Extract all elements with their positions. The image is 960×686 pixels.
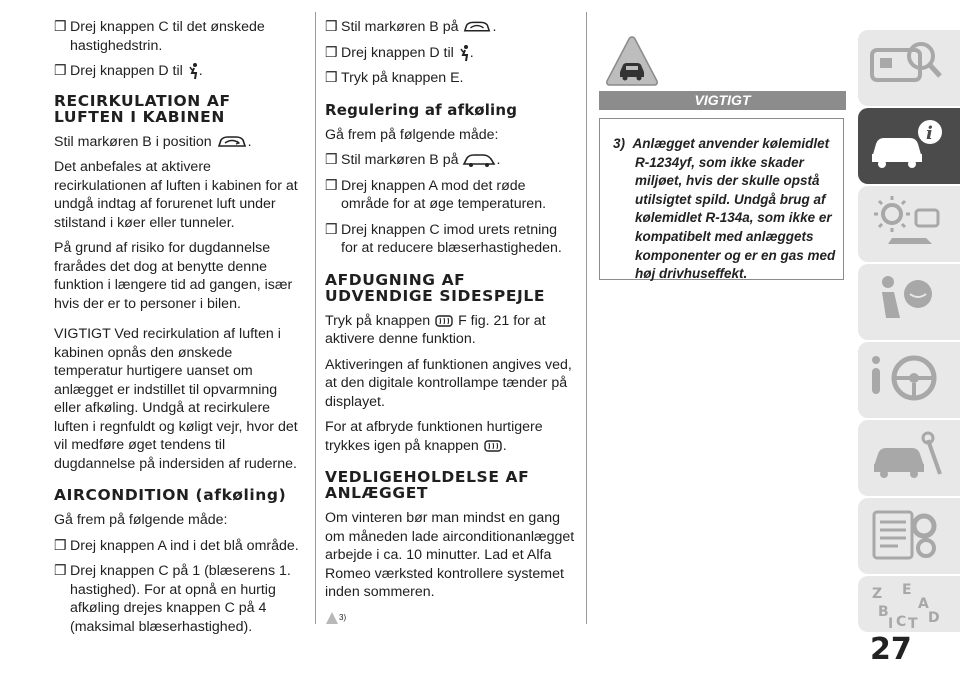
svg-text:A: A <box>918 596 929 612</box>
outside-air-car-icon <box>462 152 496 168</box>
column-divider <box>315 12 316 624</box>
warning-car-icon <box>604 34 660 88</box>
list-item: ❒ Drej knappen C til det ønskede hastighedstrin. <box>54 19 265 54</box>
bullet-box-icon: ❒ <box>54 563 67 579</box>
car-breakdown-icon <box>866 426 946 488</box>
maintenance-tools-icon <box>866 504 946 566</box>
dashboard-search-icon <box>866 36 946 98</box>
svg-text:B: B <box>878 604 889 620</box>
svg-text:T: T <box>908 616 918 630</box>
section-heading: AFDUGNING AF UDVENDIGE SIDESPEJLE <box>325 270 546 305</box>
svg-text:D: D <box>928 610 940 626</box>
tab-car-info[interactable] <box>858 108 960 184</box>
bullet-box-icon: ❒ <box>325 19 338 35</box>
svg-text:i: i <box>926 123 933 144</box>
fan-person-icon <box>187 62 199 80</box>
paragraph: Gå frem på følgende måde: <box>325 126 499 143</box>
paragraph: På grund af risiko for dugdannelse frarådes det dog at benytte denne funktion i længere tid ad gangen, især hvis der er to personer i bilen. <box>54 240 293 312</box>
page-number: 27 <box>870 632 912 667</box>
column-divider <box>586 12 587 624</box>
bullet-box-icon: ❒ <box>54 19 67 35</box>
paragraph: For at afbryde funktionen hurtigere trykkes igen på knappen . <box>325 419 543 454</box>
paragraph: Tryk på knappen F fig. 21 for at aktivere denne funktion. <box>325 312 546 347</box>
steering-wheel-icon <box>866 348 946 410</box>
section-heading: Regulering af afkøling <box>325 100 518 119</box>
bullet-box-icon: ❒ <box>54 63 67 79</box>
mirror-defrost-icon <box>483 438 503 454</box>
list-item: ❒ Stil markøren B på . <box>325 152 501 168</box>
list-item: ❒ Drej knappen A ind i det blå område. <box>54 537 299 554</box>
bullet-box-icon: ❒ <box>325 177 338 194</box>
text-column-1 <box>54 18 304 643</box>
bullet-box-icon: ❒ <box>325 221 338 238</box>
svg-text:I: I <box>888 616 894 630</box>
text-column-2 <box>325 18 577 634</box>
bullet-box-icon: ❒ <box>325 44 338 61</box>
mirror-defrost-icon <box>434 313 454 329</box>
tab-driving[interactable] <box>858 342 960 418</box>
warning-car-small-icon <box>325 611 339 625</box>
list-item: ❒ Drej knappen C på 1 (blæserens 1. hastighed). For at opnå en hurtig afkøling drejes knappen C på 4 (maksimal blæserhastighed). <box>54 563 291 635</box>
list-item: ❒ Stil markøren B på . <box>325 19 497 35</box>
warning-text: 3) Anlægget anvender kølemidlet R-1234yf, som ikke skader miljøet, hvis der skulle opstå utilsigtet spild. Undgå brug af kølemidlet R-134a, som ikke er kompatibelt med anlæggets komponenter og er en gas med høj drivhuseffekt. <box>613 136 836 282</box>
section-heading: AIRCONDITION (afkøling) <box>54 486 287 504</box>
paragraph: Om vinteren bør man mindst en gang om måneden lade airconditionanlægget arbejde i ca. 10 minutter. Lad et Alfa Romeo værksted kontrollere systemet inden sommeren. <box>325 510 575 600</box>
section-heading: VEDLIGEHOLDELSE AF ANLÆGGET <box>325 468 530 502</box>
svg-text:C: C <box>896 614 907 630</box>
tab-lights[interactable] <box>858 186 960 262</box>
tab-maintenance[interactable] <box>858 498 960 574</box>
tab-index[interactable] <box>858 576 960 632</box>
paragraph: VIGTIGT Ved recirkulation af luften i kabinen opnås den ønskede temperatur hurtigere uanset om anlægget er indstillet til opvarmning eller afkøling. Undgå at recirkulere luften i regnfuldt og køligt vejr, hvor det vil medføre øget tendens til dugdannelse på indersiden af ruderne. <box>54 326 298 472</box>
footnote-reference: 3) <box>325 609 577 628</box>
tab-safety[interactable] <box>858 264 960 340</box>
paragraph: Aktiveringen af funktionen angives ved, at den digitale kontrollampe tænder på displayet. <box>325 356 572 410</box>
bullet-box-icon: ❒ <box>325 152 338 168</box>
warning-title-bar: VIGTIGT <box>599 91 846 110</box>
airbag-safety-icon <box>866 270 946 332</box>
lights-icon <box>866 192 946 254</box>
fan-person-icon <box>458 44 470 62</box>
paragraph: Gå frem på følgende måde: <box>54 512 228 528</box>
list-item: ❒ Drej knappen A mod det røde område for at øge temperaturen. <box>325 177 547 212</box>
recirculation-car-icon <box>216 134 248 150</box>
list-item: ❒ Tryk på knappen E. <box>325 70 464 86</box>
paragraph: Stil markøren B i position . <box>54 133 252 150</box>
car-info-icon <box>866 114 946 176</box>
list-item: ❒ Drej knappen C imod urets retning for at reducere blæserhastigheden. <box>325 221 562 256</box>
svg-text:Z: Z <box>872 586 883 602</box>
tab-emergency[interactable] <box>858 420 960 496</box>
alphabetical-index-icon <box>866 582 946 630</box>
svg-text:E: E <box>902 582 912 598</box>
list-item: ❒ Drej knappen D til . <box>54 63 203 79</box>
recirculation-car-icon <box>462 19 492 35</box>
section-heading: RECIRKULATION AF LUFTEN I KABINEN <box>54 91 231 126</box>
bullet-box-icon: ❒ <box>54 537 67 554</box>
bullet-box-icon: ❒ <box>325 70 338 86</box>
list-item: ❒ Drej knappen D til . <box>325 44 474 61</box>
paragraph: Det anbefales at aktivere recirkulationen af luften i kabinen for at undgå indtag af forurenet luft under stilstand i køer eller tunneler. <box>54 159 298 231</box>
tab-dashboard[interactable] <box>858 30 960 106</box>
